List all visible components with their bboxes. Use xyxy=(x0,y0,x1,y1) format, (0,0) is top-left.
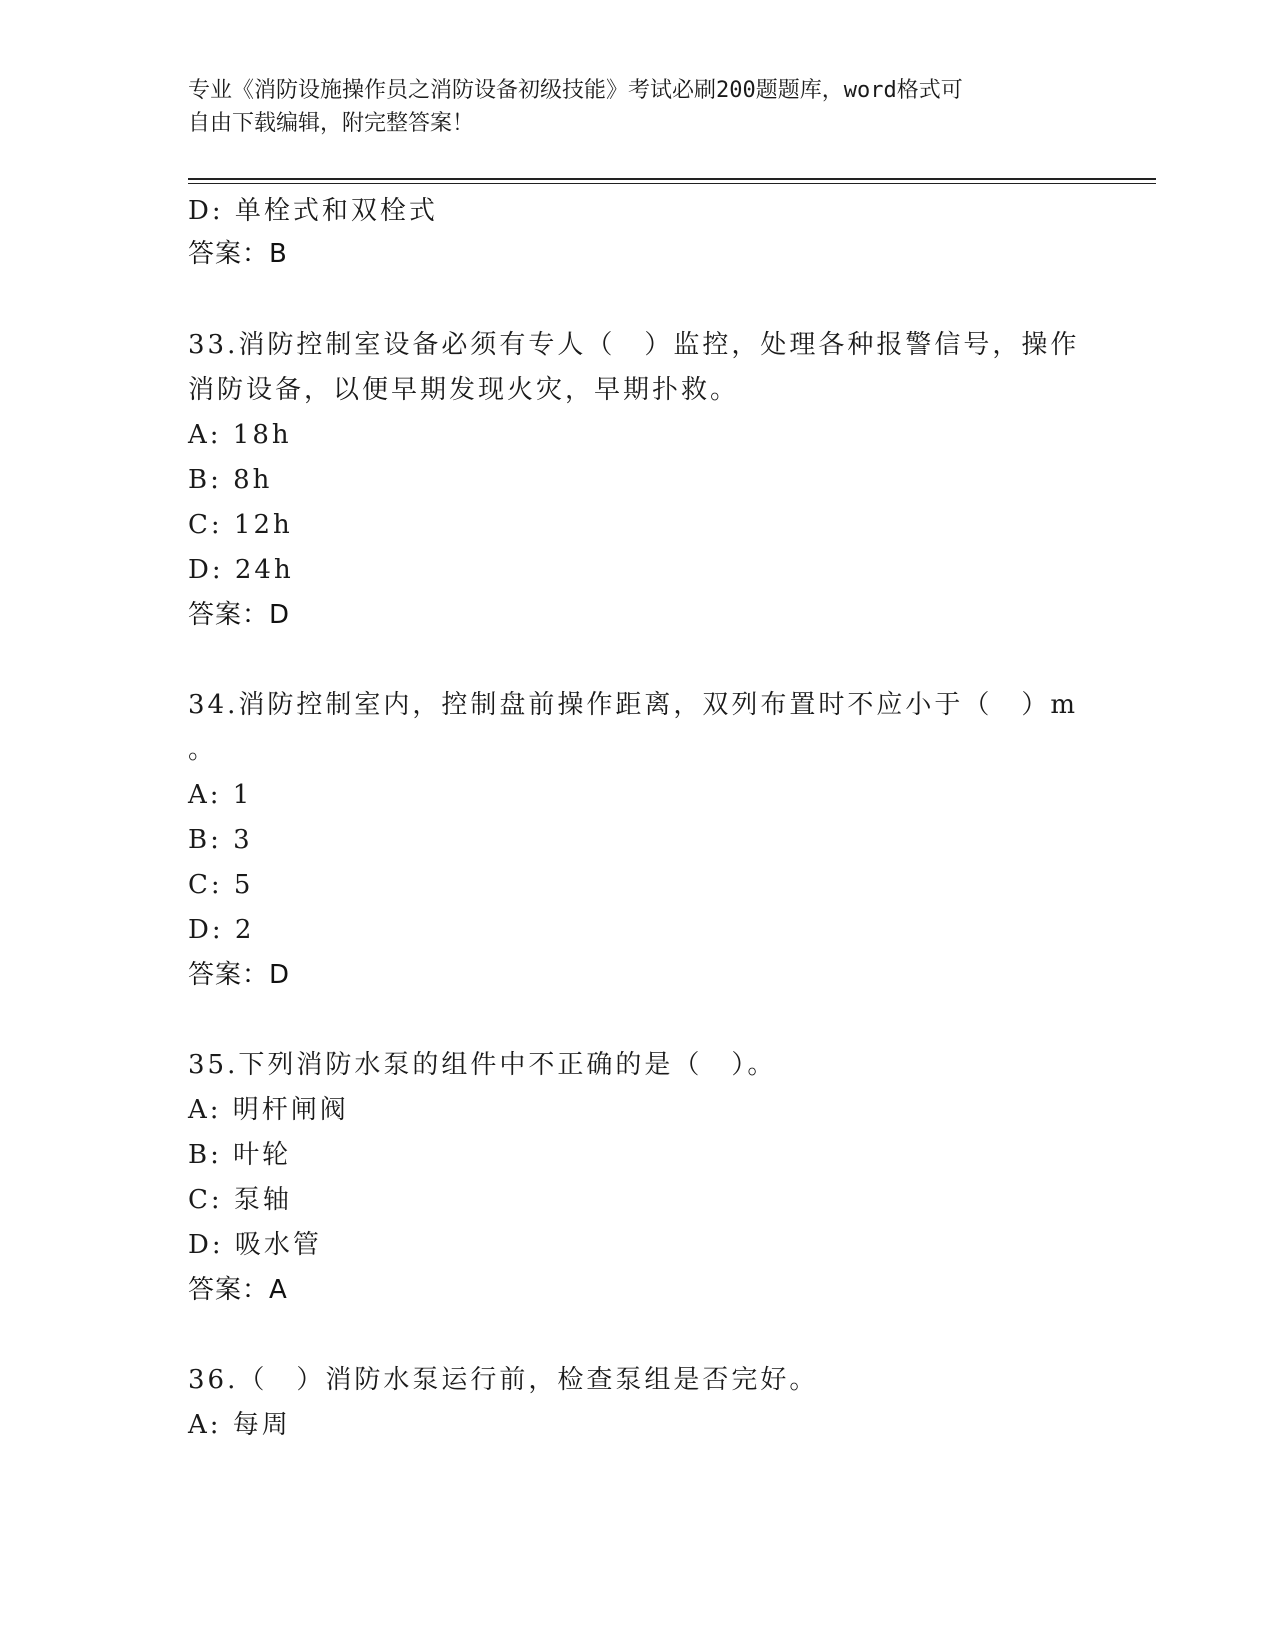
q35-option-c: C: 泵轴 xyxy=(188,1185,292,1215)
q35-stem-line-1: 35.下列消防水泵的组件中不正确的是（ ）。 xyxy=(188,1050,777,1080)
q34-option-a: A: 1 xyxy=(188,780,253,810)
q34-option-d: D: 2 xyxy=(188,915,255,945)
header-line-1: 专业《消防设施操作员之消防设备初级技能》考试必刷200题题库，word格式可 xyxy=(188,78,963,103)
q34-stem-line-1: 34.消防控制室内，控制盘前操作距离，双列布置时不应小于（ ）m xyxy=(188,690,1079,720)
document-header xyxy=(188,74,1068,140)
q36-option-a: A: 每周 xyxy=(188,1410,291,1440)
q33-option-b: B: 8h xyxy=(188,465,273,495)
header-divider-top xyxy=(188,178,1156,180)
q32-option-d: D: 单栓式和双栓式 xyxy=(188,196,438,226)
q33-option-a: A: 18h xyxy=(188,420,292,450)
q33-option-d: D: 24h xyxy=(188,555,294,585)
q32-answer: 答案：B xyxy=(188,239,288,269)
q35-answer: 答案：A xyxy=(188,1275,288,1305)
q33-answer: 答案：D xyxy=(188,600,291,630)
q33-stem-line-1: 33.消防控制室设备必须有专人（ ）监控，处理各种报警信号，操作 xyxy=(188,330,1080,360)
q34-stem-line-2: 。 xyxy=(188,735,218,765)
q33-option-c: C: 12h xyxy=(188,510,293,540)
header-divider-bottom xyxy=(188,183,1156,184)
q36-stem-line-1: 36.（ ）消防水泵运行前，检查泵组是否完好。 xyxy=(188,1365,819,1395)
q34-option-b: B: 3 xyxy=(188,825,253,855)
q35-option-a: A: 明杆闸阀 xyxy=(188,1095,349,1125)
q34-option-c: C: 5 xyxy=(188,870,254,900)
q33-stem-line-2: 消防设备，以便早期发现火灾，早期扑救。 xyxy=(188,375,740,405)
q35-option-d: D: 吸水管 xyxy=(188,1230,322,1260)
q34-answer: 答案：D xyxy=(188,960,291,990)
header-line-2: 自由下载编辑，附完整答案！ xyxy=(188,111,475,136)
q35-option-b: B: 叶轮 xyxy=(188,1140,292,1170)
